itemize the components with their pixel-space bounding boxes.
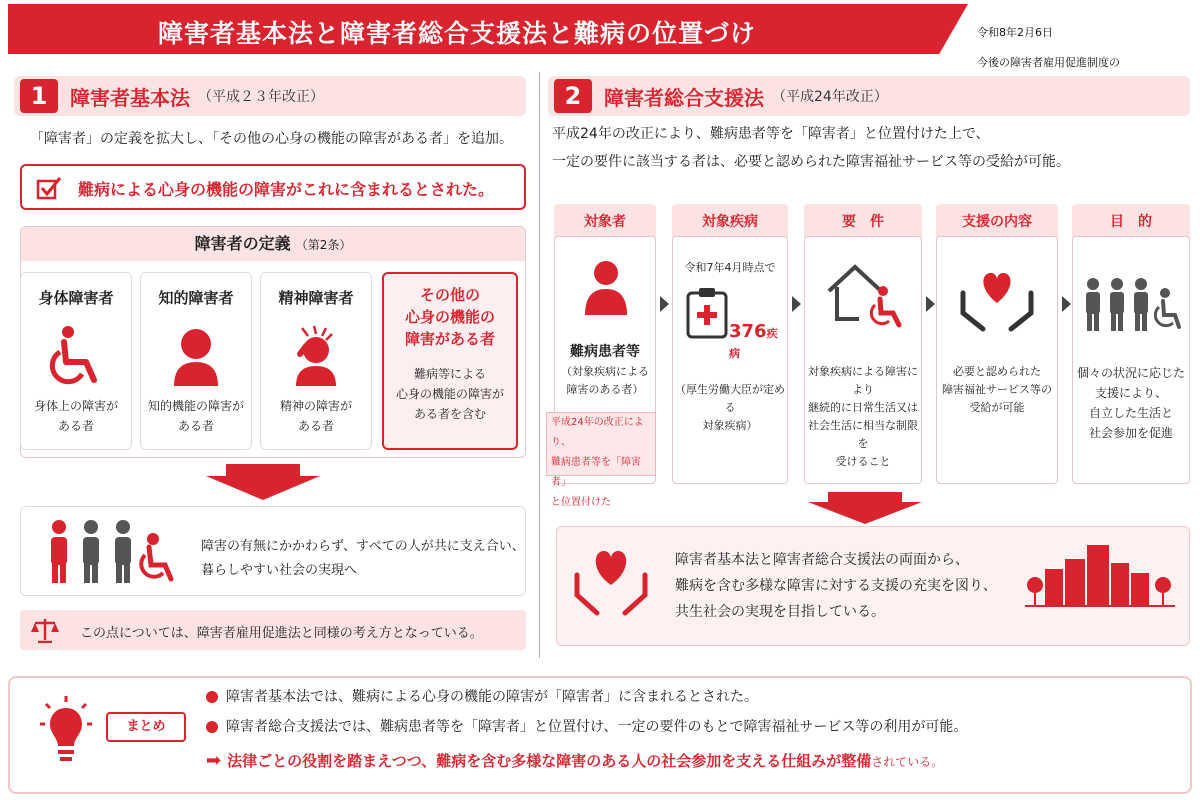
- other-title-line3: 障害がある者: [404, 330, 495, 348]
- reference-line2: 今後の障害者雇用促進制度の: [977, 56, 1120, 69]
- target-note-line1: 平成24年の改正により、: [551, 417, 644, 448]
- lightbulb-icon: [38, 694, 94, 770]
- note-text: この点については、障害者雇用促進法と同様の考え方となっている。: [80, 626, 483, 641]
- category-desc-line1: 身体上の障害が: [33, 399, 118, 413]
- category-desc-line2: ある者: [57, 419, 94, 433]
- category-other: [382, 272, 518, 450]
- society-box: [20, 506, 526, 596]
- bullet-icon: [206, 721, 218, 733]
- hands-heart-icon: [573, 543, 649, 617]
- page-title: 障害者基本法と障害者総合支援法と難病の位置づけ: [158, 19, 757, 48]
- left-intro: 「障害者」の定義を拡大し、「その他の心身の機能の障害がある者」を追加。: [30, 131, 513, 147]
- society-line2: 暮らしやすい社会の実現へ: [201, 563, 358, 578]
- summary-point1-text: 障害者基本法では、難病による心身の機能の障害が「障害者」に含まれるとされた。: [226, 689, 758, 705]
- other-desc-line1: 難病等による: [413, 367, 486, 381]
- purpose-line4: 社会参加を促進: [1088, 426, 1173, 440]
- other-title-line1: その他の: [419, 286, 480, 304]
- summary-point-1: [206, 686, 758, 706]
- result-line3: 共生社会の実現を目指している。: [675, 604, 885, 620]
- disease-sub: [673, 381, 787, 435]
- disease-sub-line1: （厚生労働大臣が定める: [675, 383, 785, 414]
- section-subtitle: （平成２３年改正）: [198, 89, 324, 105]
- target-note-line3: と位置付けた: [551, 497, 611, 508]
- category-desc-line1: 精神の障害が: [279, 399, 352, 413]
- target-name: 難病患者等: [570, 344, 640, 360]
- summary-point2-text: 障害者総合支援法では、難病患者等を「障害者」と位置付け、一定の要件のもとで障害福祉サービス等の利用が可能。: [226, 719, 968, 735]
- category-desc: [21, 396, 131, 436]
- disease-date: 令和7年4月時点で: [684, 261, 776, 274]
- conclusion-tail-text: されている。: [871, 755, 944, 769]
- summary-conclusion: [206, 750, 943, 771]
- target-sub-line1: （対象疾病による: [561, 365, 649, 378]
- requirement-line2: 継続的に日常生活又は: [808, 401, 918, 414]
- vertical-divider: [539, 72, 540, 658]
- person-icon: [581, 259, 631, 315]
- requirement-line3: 社会生活に相当な制限を: [808, 419, 918, 450]
- person-icon: [166, 324, 226, 386]
- right-arrow-icon: [926, 296, 935, 312]
- header: [8, 4, 1192, 69]
- definition-header: [21, 227, 525, 261]
- section-number: 1: [20, 79, 58, 113]
- disease-sub-line2: 対象疾病）: [702, 419, 758, 432]
- category-desc: [141, 396, 251, 436]
- left-section-header: [14, 76, 526, 116]
- society-line1: 障害の有無にかかわらず、すべての人が共に支え合い、: [201, 539, 525, 554]
- result-box: [556, 526, 1190, 646]
- result-text: [675, 547, 997, 625]
- other-desc-line3: ある者を含む: [413, 407, 486, 421]
- category-intellectual: [140, 272, 252, 450]
- arrow-right-icon: ➡: [206, 750, 222, 771]
- target-note: [546, 412, 656, 508]
- category-desc: [261, 396, 371, 436]
- bullet-icon: [206, 691, 218, 703]
- checkbox-icon: [36, 175, 62, 201]
- category-mental: [260, 272, 372, 450]
- other-title-line2: 心身の機能の: [404, 308, 495, 326]
- disease-count-value: 376: [729, 321, 767, 342]
- hands-heart-icon: [959, 263, 1035, 333]
- purpose-line3: 自立した生活と: [1088, 406, 1173, 420]
- result-line2: 難病を含む多様な障害に対する支援の充実を図り、: [675, 578, 997, 594]
- support-line2: 障害福祉サービス等の: [942, 383, 1052, 396]
- right-intro: [552, 120, 1070, 176]
- column-head-disease: 対象疾病: [672, 204, 788, 238]
- down-arrow-icon: [206, 464, 320, 500]
- column-head-target: 対象者: [554, 204, 656, 238]
- column-head-requirement: 要 件: [804, 204, 922, 238]
- society-text: [201, 535, 525, 583]
- right-arrow-icon: [660, 296, 669, 312]
- purpose-text: [1073, 363, 1189, 443]
- category-desc-line2: ある者: [177, 419, 214, 433]
- other-desc-line2: 心身の機能の障害が: [395, 387, 504, 401]
- right-arrow-icon: [792, 296, 801, 312]
- requirement-text: [805, 363, 921, 471]
- target-sub: [555, 363, 655, 399]
- purpose-line2: 支援により、: [1094, 386, 1167, 400]
- definition-title: 障害者の定義: [194, 234, 291, 253]
- right-intro-line2: 一定の要件に該当する者は、必要と認められた障害福祉サービス等の受給が可能。: [552, 154, 1070, 170]
- column-requirement: [804, 236, 922, 484]
- category-desc-line1: 知的機能の障害が: [147, 399, 244, 413]
- down-arrow-icon: [808, 492, 922, 524]
- reference-date: 令和8年2月6日: [977, 26, 1053, 39]
- right-arrow-icon: [1062, 296, 1071, 312]
- section-number: 2: [554, 79, 592, 113]
- definition-article: （第2条）: [295, 238, 352, 252]
- requirement-line1: 対象疾病による障害により: [808, 365, 918, 396]
- requirement-line4: 受けること: [835, 455, 891, 468]
- result-line1: 障害者基本法と障害者総合支援法の両面から、: [675, 552, 969, 568]
- headache-person-icon: [286, 324, 346, 386]
- column-disease: [672, 236, 788, 484]
- other-desc: [384, 364, 516, 424]
- medical-clipboard-icon: [685, 287, 729, 339]
- right-section-header: [548, 76, 1190, 116]
- scales-icon: [30, 617, 60, 643]
- category-physical: [20, 272, 132, 450]
- category-name: 精神障害者: [278, 289, 354, 307]
- check-box: [20, 164, 526, 210]
- right-intro-line1: 平成24年の改正により、難病患者等を「障害者」と位置付けた上で、: [552, 126, 990, 142]
- disease-count-unit: 疾病: [729, 327, 778, 360]
- people-group-icon: [1081, 277, 1185, 333]
- section-title: 障害者基本法: [70, 85, 190, 110]
- city-icon: [1025, 541, 1175, 607]
- summary-point-2: [206, 716, 967, 736]
- support-line3: 受給が可能: [969, 401, 1025, 414]
- section-subtitle: （平成24年改正）: [772, 89, 888, 105]
- summary-label: まとめ: [106, 712, 186, 742]
- category-name: 身体障害者: [38, 289, 114, 307]
- category-name: 知的障害者: [158, 289, 234, 307]
- column-head-support: 支援の内容: [936, 204, 1058, 238]
- column-head-purpose: 目 的: [1072, 204, 1190, 238]
- house-wheelchair-icon: [825, 261, 905, 331]
- other-title: [384, 284, 516, 350]
- support-line1: 必要と認められた: [953, 365, 1041, 378]
- conclusion-main-text: 法律ごとの役割を踏まえつつ、難病を含む多様な障害のある人の社会参加を支える仕組みが整備: [227, 752, 872, 770]
- column-support: [936, 236, 1058, 484]
- wheelchair-icon: [46, 324, 106, 386]
- purpose-line1: 個々の状況に応じた: [1076, 366, 1185, 380]
- target-note-line2: 難病患者等を「障害者」: [551, 457, 641, 488]
- people-group-icon: [41, 517, 191, 587]
- category-desc-line2: ある者: [297, 419, 334, 433]
- check-text: 難病による心身の機能の障害がこれに含まれるとされた。: [78, 180, 495, 199]
- target-sub-line2: 障害のある者）: [566, 383, 644, 396]
- section-title: 障害者総合支援法: [604, 85, 764, 110]
- summary-box: [8, 676, 1192, 794]
- column-purpose: [1072, 236, 1190, 484]
- support-text: [937, 363, 1057, 417]
- disease-count: [729, 321, 787, 361]
- note-box: [20, 610, 526, 650]
